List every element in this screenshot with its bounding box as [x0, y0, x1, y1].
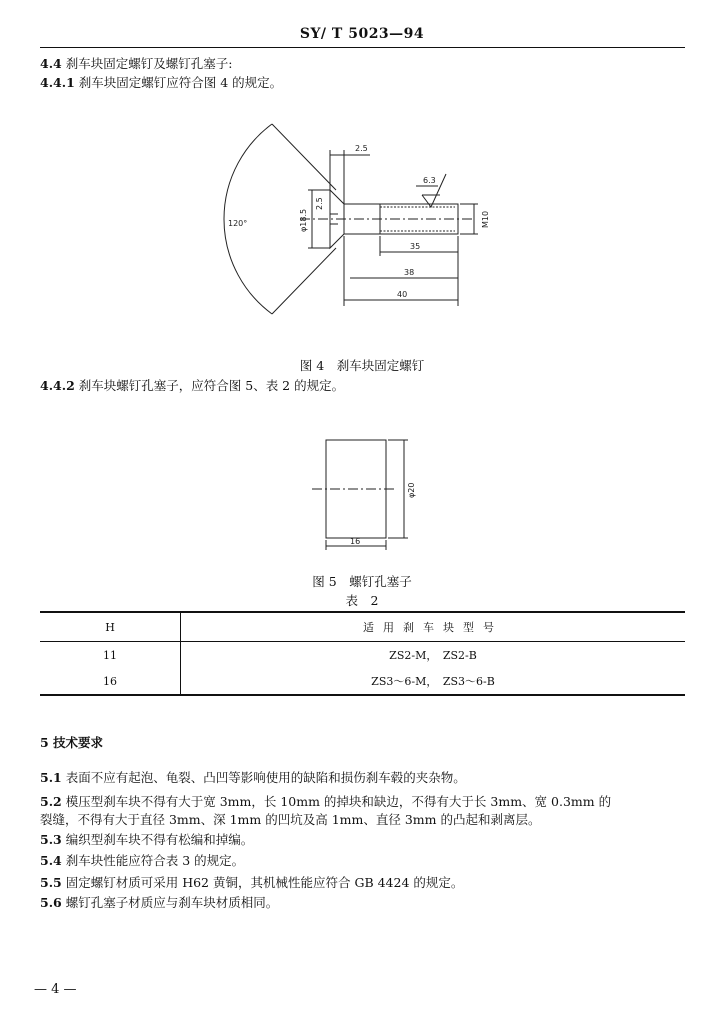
- item-5-4-text: 刹车块性能应符合表 3 的规定。: [65, 853, 245, 868]
- item-5-3-number: 5.3: [40, 832, 62, 847]
- item-5-1-number: 5.1: [40, 770, 62, 785]
- section-4-4-title: 刹车块固定螺钉及螺钉孔塞子:: [65, 56, 233, 71]
- item-5-5-number: 5.5: [40, 875, 62, 890]
- section-4-4-1-text: 刹车块固定螺钉应符合图 4 的规定。: [78, 75, 283, 90]
- figure-4-caption: 图 4 刹车块固定螺钉: [299, 358, 425, 373]
- item-5-1-text: 表面不应有起泡、龟裂、凸凹等影响使用的缺陷和损伤刹车毂的夹杂物。: [65, 770, 466, 785]
- plug-diameter-label: φ20: [407, 482, 416, 498]
- item-5-1: [40, 768, 690, 786]
- angle-label: 120°: [228, 219, 248, 228]
- table-2: [40, 611, 685, 696]
- head-thickness-label: 2.5: [355, 144, 368, 153]
- figure-5-caption: 图 5 螺钉孔塞子: [312, 574, 412, 589]
- row-2-models: ZS3～6-M， ZS3～6-B: [181, 668, 686, 695]
- table-row: [40, 642, 685, 669]
- header-h: H: [40, 612, 181, 642]
- item-5-5: [40, 873, 690, 891]
- table-header-row: [40, 612, 685, 642]
- row-1-models: ZS2-M， ZS2-B: [389, 649, 477, 662]
- section-5-title: 5 技术要求: [40, 735, 104, 750]
- section-4-4-2-number: 4.4.2: [40, 378, 75, 393]
- plug-length-label: 16: [350, 537, 361, 546]
- head-diameter-label: φ18.5: [299, 208, 308, 232]
- slot-label: 2.5: [315, 197, 324, 210]
- total-length-label: 40: [397, 290, 408, 299]
- thread-length-label: 35: [410, 242, 421, 251]
- roughness-label: 6.3: [423, 176, 436, 185]
- item-5-3: [40, 830, 690, 848]
- table-row: [40, 668, 685, 695]
- standard-code-header: SY/ T 5023—94: [299, 26, 425, 42]
- item-5-4: [40, 851, 690, 869]
- header-models: 适用刹车块型号: [181, 612, 686, 642]
- item-5-4-number: 5.4: [40, 853, 62, 868]
- item-5-5-text: 固定螺钉材质可采用 H62 黄铜，其机械性能应符合 GB 4424 的规定。: [65, 875, 464, 890]
- item-5-2-continued: 裂缝，不得有大于直径 3mm、深 1mm 的凹坑及高 1mm、直径 3mm 的凸起和剥离层。: [40, 812, 541, 827]
- figure-4-drawing: [0, 0, 724, 360]
- section-4-4-number: 4.4: [40, 56, 62, 71]
- row-2-h: 16: [40, 668, 181, 695]
- section-4-4-2-text: 刹车块螺钉孔塞子，应符合图 5、表 2 的规定。: [78, 378, 345, 393]
- section-4-4-2: [40, 376, 344, 394]
- item-5-3-text: 编织型刹车块不得有松编和掉编。: [65, 832, 254, 847]
- section-4-4-1-number: 4.4.1: [40, 75, 75, 90]
- figure-5-drawing: [0, 420, 724, 560]
- item-5-2-number: 5.2: [40, 794, 62, 809]
- row-1-h: 11: [40, 642, 181, 669]
- item-5-2-text: 模压型刹车块不得有大于宽 3mm，长 10mm 的掉块和缺边，不得有大于长 3mm、宽 0.3mm 的: [65, 794, 612, 809]
- item-5-6: [40, 893, 690, 911]
- item-5-6-number: 5.6: [40, 895, 62, 910]
- page-number: — 4 —: [34, 982, 77, 997]
- thread-label: M10: [481, 210, 490, 228]
- item-5-2: [40, 792, 690, 810]
- shank-length-label: 38: [404, 268, 415, 277]
- item-5-6-text: 螺钉孔塞子材质应与刹车块材质相同。: [65, 895, 279, 910]
- table-2-title: 表 2: [345, 593, 379, 608]
